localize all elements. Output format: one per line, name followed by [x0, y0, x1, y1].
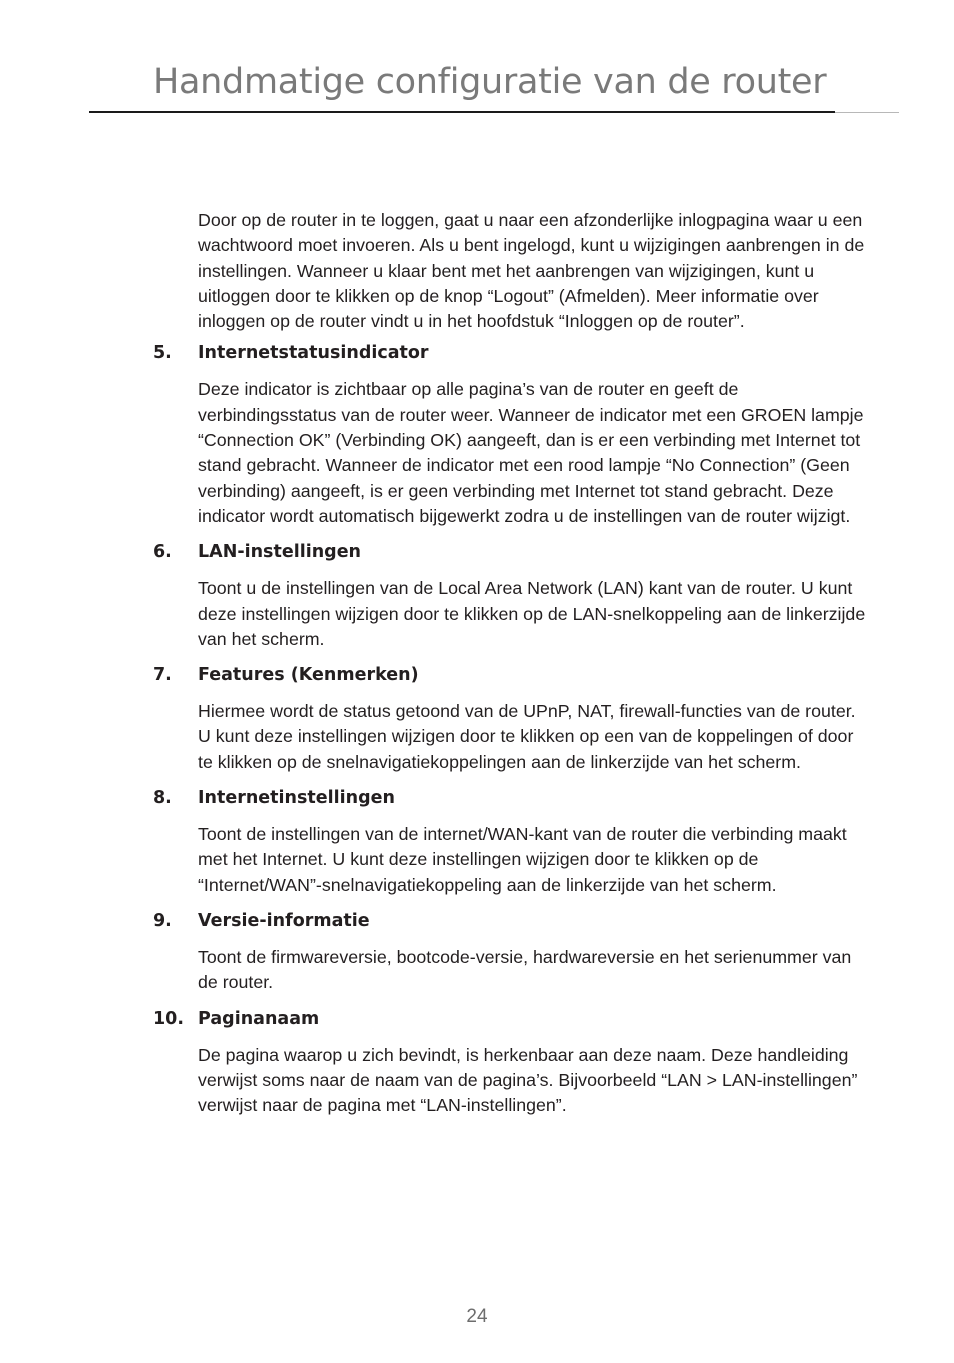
item-heading [153, 665, 873, 692]
page-content [153, 208, 873, 1118]
list-item [153, 1009, 873, 1119]
item-number: 5. [153, 343, 172, 364]
list-item [153, 911, 873, 996]
item-heading [153, 343, 873, 370]
intro-paragraph: Door op de router in te loggen, gaat u naar een afzonderlijke inlogpagina waar u een wachtwoord moet invoeren. Als u bent ingelogd, kunt u wijzigingen aanbrengen in de instellingen. Wanneer u klaar bent met het aanbrengen van wijzigingen, kunt u uitloggen door te klikken op de knop “Logout” (Afmelden). Meer informatie over inloggen op de router vindt u in het hoofdstuk “Inloggen op de router”. [198, 210, 865, 332]
item-number: 9. [153, 910, 172, 931]
item-description: Hiermee wordt de status getoond van de UPnP, NAT, firewall-functies van de router. U kunt deze instellingen wijzigen door te klikken op een van de koppelingen of door te klikken op de snelnavigatiekoppelingen aan de linkerzijde van het scherm. [198, 701, 856, 772]
item-description: Toont de firmwareversie, bootcode-versie, hardwareversie en het serienummer van de router. [198, 946, 852, 993]
list-item [153, 542, 873, 652]
page-title: Handmatige configuratie van de router [153, 62, 827, 102]
item-number: 8. [153, 788, 172, 809]
list-item [153, 788, 873, 898]
list-item [153, 343, 873, 529]
header-rule-extension [835, 112, 899, 113]
item-description: Toont u de instellingen van de Local Area Network (LAN) kant van de router. U kunt deze instellingen wijzigen door te klikken op de LAN-snelkoppeling aan de linkerzijde van het scherm. [198, 578, 866, 649]
item-title: Paginanaam [198, 1008, 320, 1029]
list-item [153, 665, 873, 775]
item-number: 7. [153, 665, 172, 686]
item-title: Internetinstellingen [198, 788, 395, 809]
item-heading [153, 788, 873, 815]
item-heading [153, 911, 873, 938]
item-heading [153, 1009, 873, 1036]
item-number: 6. [153, 542, 172, 563]
item-title: LAN-instellingen [198, 542, 362, 563]
item-title: Internetstatusindicator [198, 343, 429, 364]
item-title: Versie-informatie [198, 910, 370, 931]
item-heading [153, 542, 873, 569]
item-title: Features (Kenmerken) [198, 665, 419, 686]
item-description: Deze indicator is zichtbaar op alle pagina’s van de router en geeft de verbindingsstatus van de router weer. Wanneer de indicator met een GROEN lampje “Connection OK” (Verbinding OK) aangeeft, dan is er een verbinding met Internet tot stand gebracht. Wanneer de indicator met een rood lampje “No Connection” (Geen verbinding) aangeeft, is er geen verbinding met Internet tot stand gebracht. Deze indicator wordt automatisch bijgewerkt zodra u de instellingen van de router wijzigt. [198, 379, 864, 526]
item-number: 10. [153, 1008, 185, 1029]
item-description: Toont de instellingen van de internet/WAN-kant van de router die verbinding maakt met het Internet. U kunt deze instellingen wijzigen door te klikken op de “Internet/WAN”-snelnavigatiekoppeling aan de linkerzijde van het scherm. [198, 824, 847, 895]
item-description: De pagina waarop u zich bevindt, is herkenbaar aan deze naam. Deze handleiding verwijst soms naar de naam van de pagina’s. Bijvoorbeeld “LAN > LAN-instellingen” verwijst naar de pagina met “LAN-instellingen”. [198, 1044, 858, 1116]
page-number: 24 [466, 1306, 488, 1327]
header-rule [89, 111, 835, 113]
